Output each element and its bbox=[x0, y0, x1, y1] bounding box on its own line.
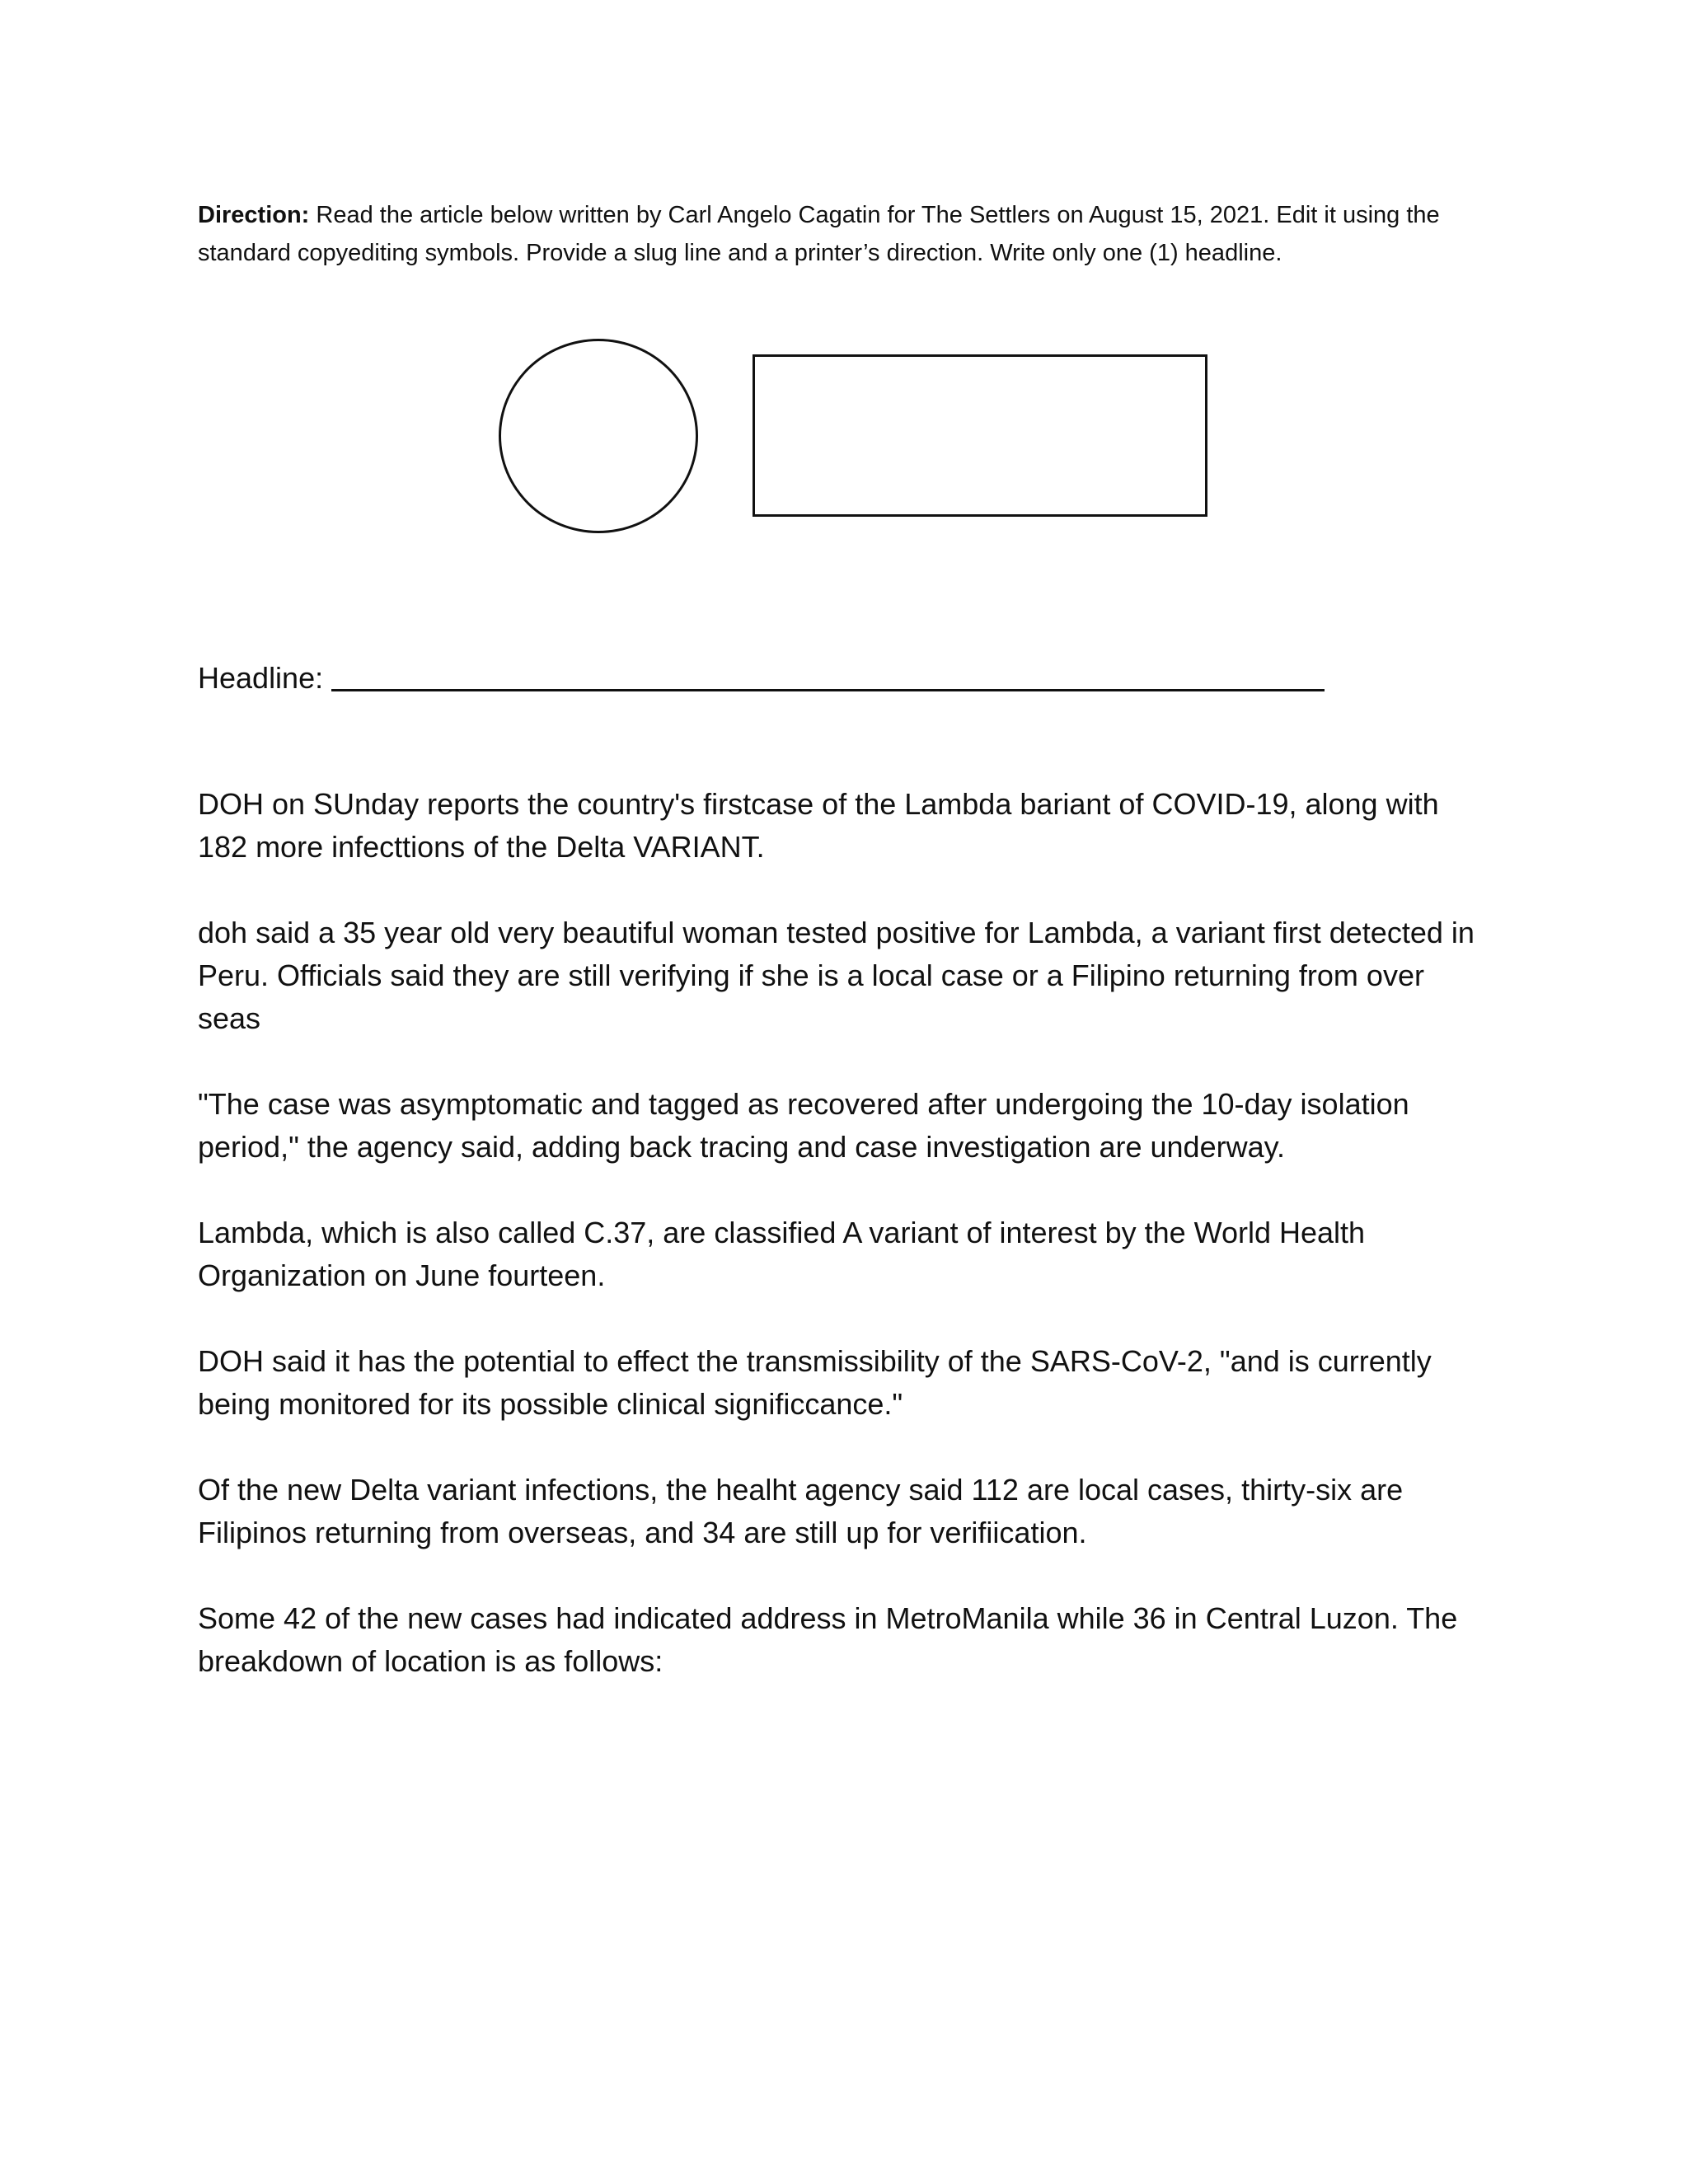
direction-label: Direction: bbox=[198, 202, 310, 228]
direction-text: Read the article below written by Carl Angelo Cagatin for The Settlers on August 15, 2021. Edit it using the standard copyediting symbols. Provide a slug line and a printer’s direction. Write only one (1) headline. bbox=[198, 202, 1440, 266]
article-paragraph-2: doh said a 35 year old very beautiful woman tested positive for Lambda, a variant first detected in Peru. Officials said they are still verifying if she is a local case or a Filipino returning from over seas bbox=[198, 916, 1475, 1035]
article-paragraph-3: "The case was asymptomatic and tagged as recovered after undergoing the 10-day isolation period," the agency said, adding back tracing and case investigation are underway. bbox=[198, 1087, 1409, 1164]
direction-instructions bbox=[198, 196, 1484, 272]
circle-box bbox=[499, 339, 698, 533]
article-paragraph-7: Some 42 of the new cases had indicated address in MetroManila while 36 in Central Luzon. The breakdown of location is as follows: bbox=[198, 1601, 1458, 1678]
headline-blank-line bbox=[331, 689, 1325, 691]
headline-label: Headline: bbox=[198, 661, 324, 695]
article-paragraph-1: DOH on SUnday reports the country's firstcase of the Lambda bariant of COVID-19, along with 182 more infecttions of the Delta VARIANT. bbox=[198, 787, 1439, 864]
article-paragraph-5: DOH said it has the potential to effect the transmissibility of the SARS-CoV-2, "and is currently being monitored for its possible clinical significcance." bbox=[198, 1344, 1432, 1421]
headline-row bbox=[198, 655, 1325, 696]
article-body bbox=[198, 783, 1484, 1726]
article-paragraph-6: Of the new Delta variant infections, the healht agency said 112 are local cases, thirty-six are Filipinos returning from overseas, and 34 are still up for verifiication. bbox=[198, 1473, 1404, 1549]
article-paragraph-4: Lambda, which is also called C.37, are classified A variant of interest by the World Health Organization on June fourteen. bbox=[198, 1216, 1366, 1292]
rectangle-box bbox=[753, 354, 1207, 517]
